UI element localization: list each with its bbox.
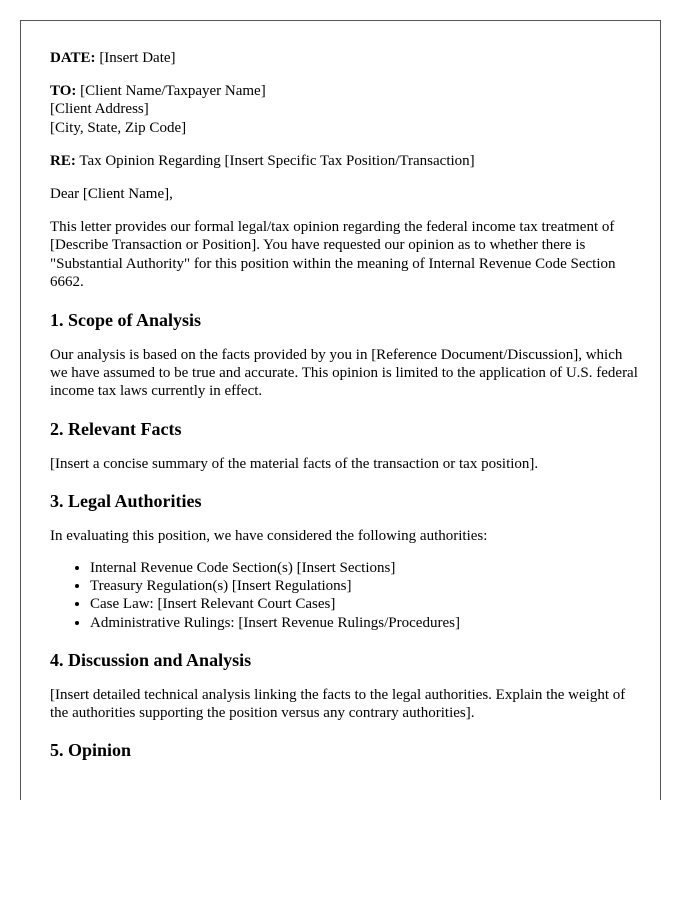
section-heading: 3. Legal Authorities	[50, 490, 202, 511]
section-body: In evaluating this position, we have considered the following authorities:	[50, 527, 488, 544]
intro-paragraph: This letter provides our formal legal/tax opinion regarding the federal income tax treatment of [Describe Transaction or Position]. You have requested our opinion as to whether there is "Substantial Authority" for this position within the meaning of Internal Revenue Code Section 6662.	[50, 219, 616, 290]
section-body: Our analysis is based on the facts provided by you in [Reference Document/Discussion], which we have assumed to be true and accurate. This opinion is limited to the application of U.S. federal income tax laws currently in effect.	[50, 347, 638, 400]
date-value: [Insert Date]	[99, 50, 176, 66]
section-heading: 1. Scope of Analysis	[50, 310, 202, 331]
section-opinion	[50, 739, 640, 761]
section-body: [Insert detailed technical analysis linking the facts to the legal authorities. Explain the weight of the authorities supporting the position versus any contrary authorities].	[50, 686, 626, 722]
section-relevant-facts	[50, 418, 640, 473]
salutation: Dear [Client Name],	[50, 186, 173, 203]
section-scope-of-analysis	[50, 309, 640, 401]
date-label: DATE:	[50, 50, 96, 66]
re-label: RE:	[50, 152, 76, 169]
authorities-list	[50, 559, 640, 632]
section-legal-authorities	[50, 490, 640, 632]
to-label: TO:	[50, 83, 77, 100]
date-line	[50, 49, 640, 67]
subject-line	[50, 152, 640, 170]
list-item: • Internal Revenue Code Section(s) [Insert Sections]	[90, 559, 640, 577]
section-discussion-and-analysis	[50, 649, 640, 722]
recipient-city-state-zip: [City, State, Zip Code]	[50, 119, 187, 136]
section-heading: 5. Opinion	[50, 740, 132, 761]
subject-value: Tax Opinion Regarding [Insert Specific Tax Position/Transaction]	[79, 152, 475, 169]
list-item: • Case Law: [Insert Relevant Court Cases]	[90, 595, 640, 613]
recipient-address: [Client Address]	[50, 101, 149, 118]
section-heading: 4. Discussion and Analysis	[50, 649, 252, 670]
recipient-block	[50, 82, 640, 137]
letter-content	[50, 49, 640, 761]
list-item: • Treasury Regulation(s) [Insert Regulations]	[90, 577, 640, 595]
section-heading: 2. Relevant Facts	[50, 418, 182, 439]
list-item: • Administrative Rulings: [Insert Revenue Rulings/Procedures]	[90, 614, 640, 632]
section-body: [Insert a concise summary of the material facts of the transaction or tax position].	[50, 455, 539, 472]
letter-page	[20, 20, 661, 800]
recipient-name: [Client Name/Taxpayer Name]	[80, 83, 266, 100]
